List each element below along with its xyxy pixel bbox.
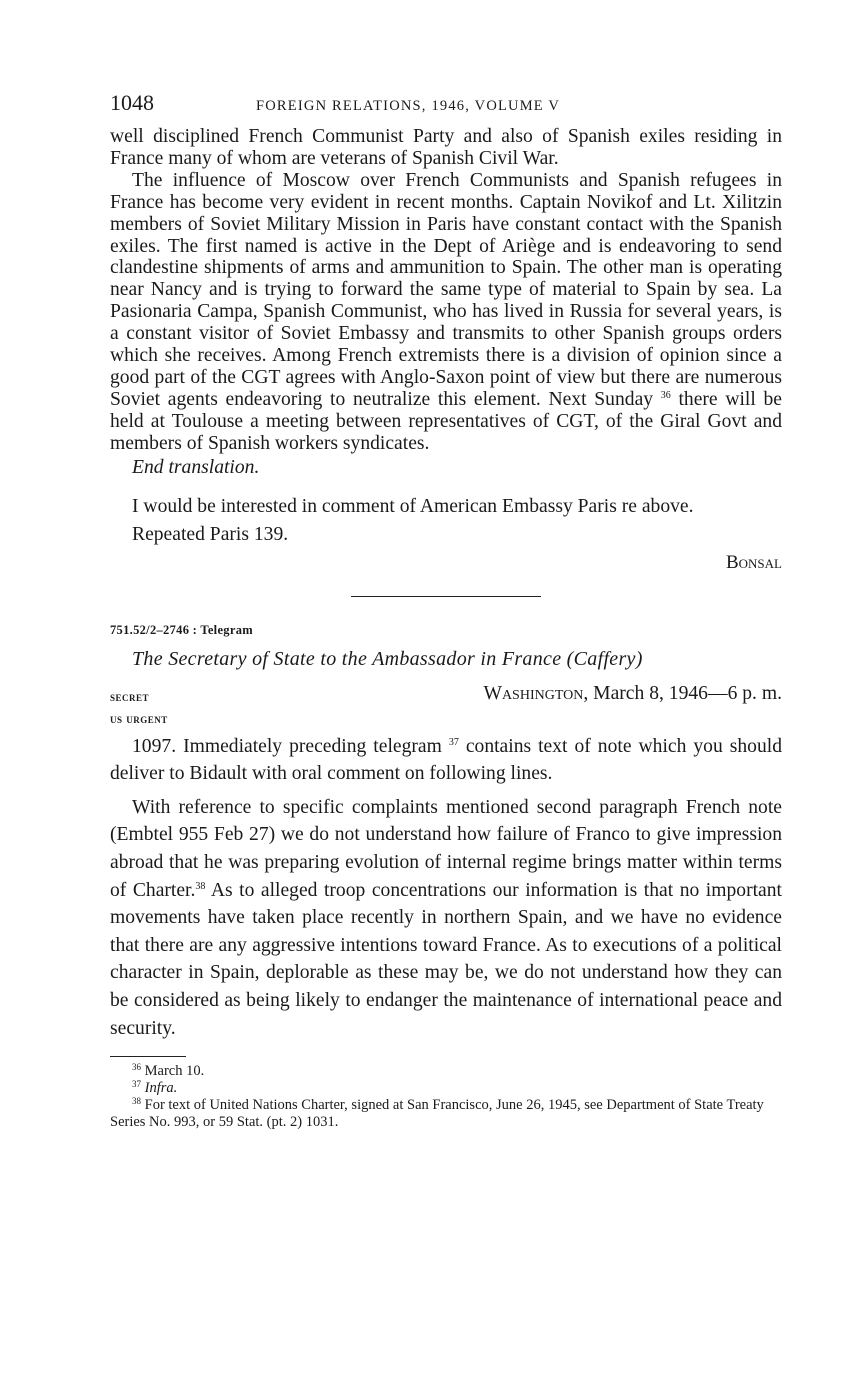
telegram-paragraph-1-text-a: 1097. Immediately preceding telegram	[132, 735, 442, 757]
dateline-row	[110, 683, 782, 709]
repeated-line: Repeated Paris 139.	[132, 524, 289, 546]
file-number: 751.52/2–2746 : Telegram	[110, 622, 253, 637]
footnote-38-mark: 38	[132, 1096, 141, 1107]
footnote-36-mark: 36	[132, 1062, 141, 1073]
running-head: FOREIGN RELATIONS, 1946, VOLUME V	[256, 98, 561, 114]
footnote-37	[110, 1080, 782, 1097]
comment-paragraph: I would be interested in comment of American Embassy Paris re above.	[132, 495, 694, 517]
section-divider	[351, 596, 541, 597]
telegram-paragraph-2-text-a: With reference to specific complaints mentioned second paragraph French note (Embtel 955 Feb 27) we do not understand how failure of Franco to give impression abroad that he was preparing evolution of internal regime brings matter within terms of Charter.	[110, 796, 782, 901]
classification-label: secret	[110, 688, 150, 704]
translation-paragraph-2-text-b: there will be held at Toulouse a meeting between representatives of CGT, of the Giral Govt and members of Spanish workers syndicates.	[110, 388, 782, 454]
translation-paragraph-2-text-a: The influence of Moscow over French Communists and Spanish refugees in France has become very evident in recent months. Captain Novikof and Lt. Xilitzin members of Soviet Military Mission in Paris have constant contact with the Spanish exiles. The first named is active in the Dept of Ariège and is endeavoring to send clandestine shipments of arms and ammunition to Spain. The other man is operating near Nancy and is trying to forward the same type of material to Spain by sea. La Pasionaria Campa, Spanish Communist, who has lived in Russia for several years, is a constant visitor of Soviet Embassy and transmits to other Spanish groups orders which she receives. Among French extremists there is a division of opinion since a good part of the CGT agrees with Anglo-Saxon point of view but there are numerous Soviet agents endeavoring to neutralize this element. Next Sunday	[110, 169, 782, 410]
dateline	[483, 683, 782, 705]
footnote-36	[110, 1063, 782, 1080]
telegram-paragraph-2-text-b: As to alleged troop concentrations our information is that no important movements have taken place recently in northern Spain, and we have no evidence that there are any aggressive intentions toward France. As to executions of a political character in Spain, deplorable as these may be, we do not understand how they can be considered as being likely to endanger the maintenance of international peace and security.	[110, 879, 782, 1039]
footnote-37-text: Infra.	[144, 1080, 178, 1097]
footnote-38	[110, 1097, 782, 1131]
translation-paragraph-2	[110, 170, 782, 455]
end-translation: End translation.	[132, 456, 260, 478]
document-title: The Secretary of State to the Ambassador in France (Caffery)	[132, 647, 643, 670]
telegram-paragraph-2	[110, 794, 782, 1042]
footnote-36-text: March 10.	[144, 1063, 205, 1080]
telegram-paragraph-1	[110, 733, 782, 788]
footnote-ref-37: 37	[448, 736, 459, 748]
translation-paragraph-1: well disciplined French Communist Party and also of Spanish exiles residing in France many of whom are veterans of Spanish Civil War.	[110, 126, 782, 169]
footnote-ref-36: 36	[660, 389, 671, 401]
footnote-38-text: For text of United Nations Charter, signed at San Francisco, June 26, 1945, see Department of State Treaty Series No. 993, or 59 Stat. (pt. 2) 1031.	[110, 1097, 764, 1131]
dateline-date: , March 8, 1946—6 p. m.	[583, 682, 782, 704]
priority-label: us urgent	[110, 710, 168, 726]
dateline-place: Washington	[483, 682, 584, 704]
footnote-ref-38: 38	[195, 880, 206, 892]
page-header	[110, 90, 782, 126]
document-page	[110, 90, 782, 1131]
telegram-paragraph-1-text-b: contains text of note which you should deliver to Bidault with oral comment on following lines.	[110, 735, 782, 785]
footnote-37-mark: 37	[132, 1079, 141, 1090]
page-number: 1048	[110, 90, 154, 115]
signature: Bonsal	[725, 551, 782, 573]
